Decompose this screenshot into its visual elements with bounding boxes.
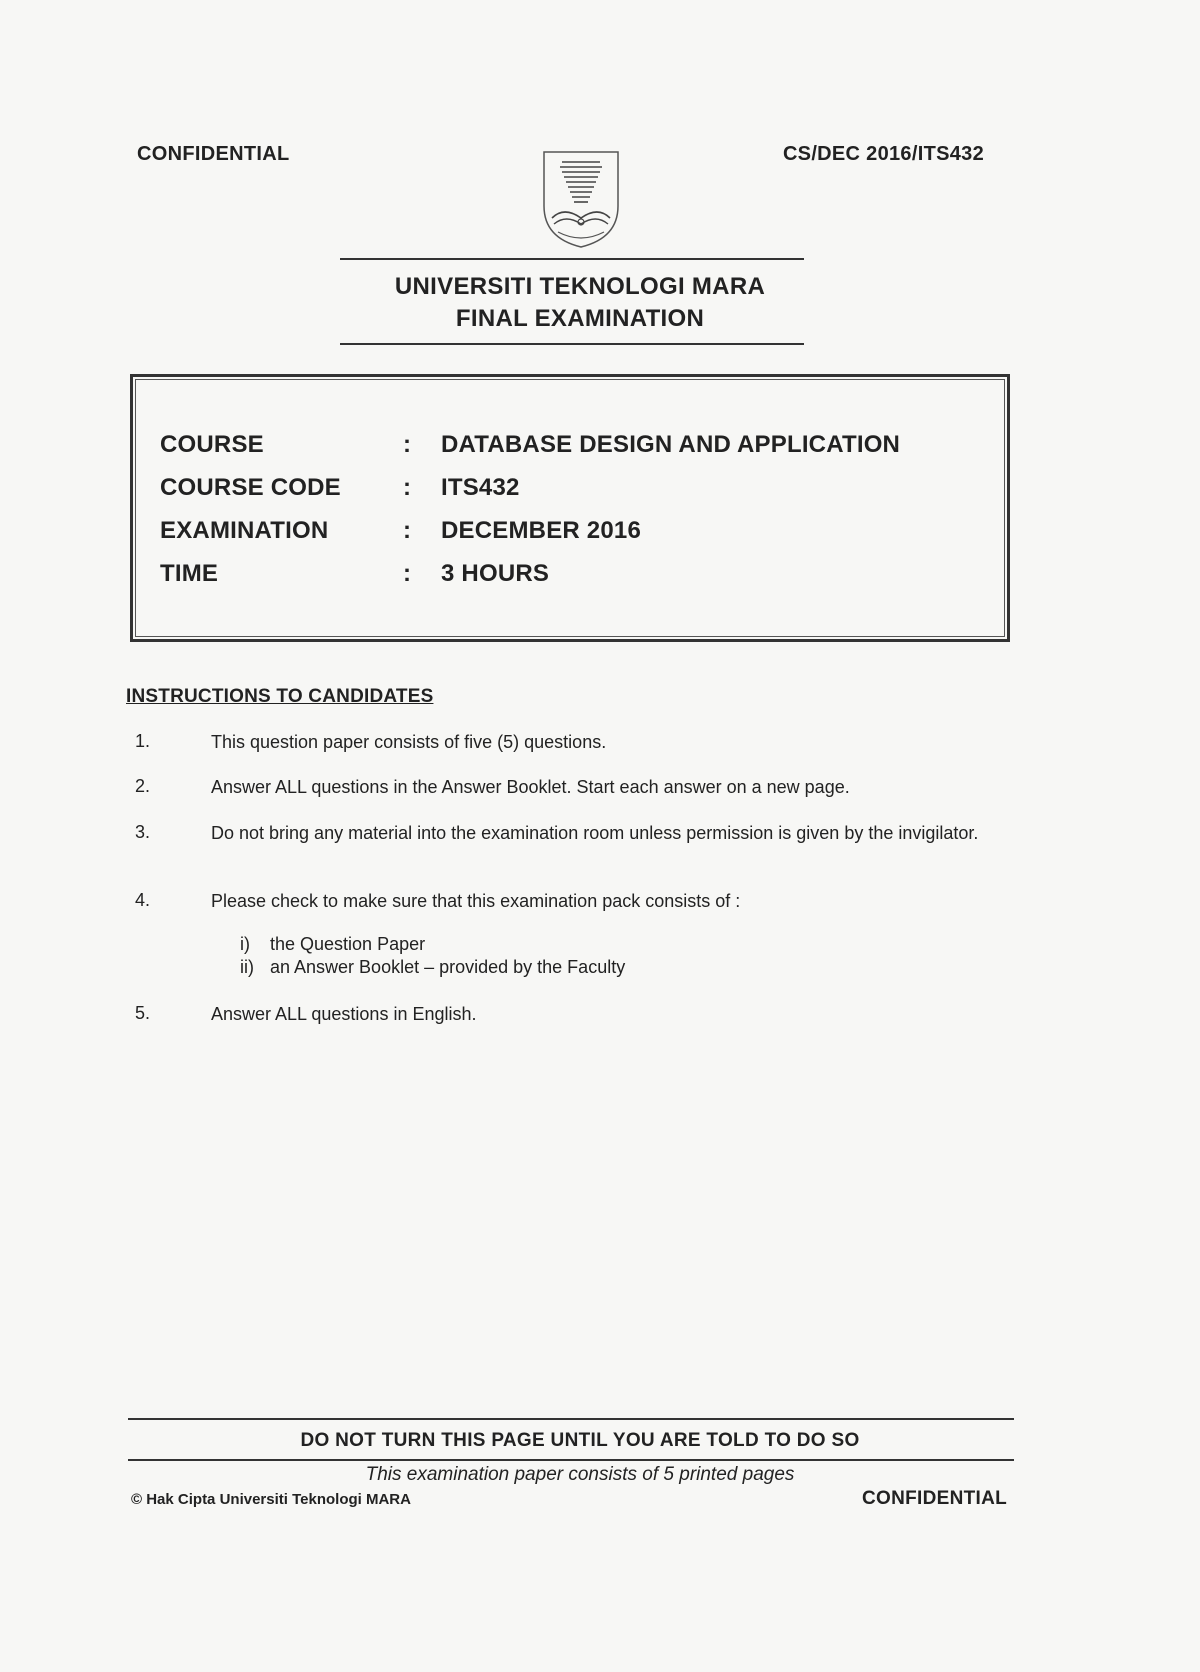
exam-type-title: FINAL EXAMINATION — [455, 305, 705, 332]
instructions-heading: INSTRUCTIONS TO CANDIDATES — [126, 686, 434, 707]
footer-rule-top — [128, 1418, 1014, 1420]
printed-pages-note: This examination paper consists of 5 printed pages — [365, 1464, 795, 1485]
course-code-value: ITS432 — [441, 474, 520, 501]
course-colon: : — [403, 431, 412, 458]
university-crest-icon — [540, 148, 622, 250]
time-colon: : — [403, 560, 412, 587]
instruction-number: 2. — [135, 776, 151, 796]
course-code-colon: : — [403, 474, 412, 501]
instruction-text: Answer ALL questions in the Answer Booklet. Start each answer on a new page. — [211, 777, 850, 797]
subitem-number: ii) — [240, 957, 254, 977]
do-not-turn-warning: DO NOT TURN THIS PAGE UNTIL YOU ARE TOLD TO DO SO — [300, 1430, 860, 1451]
instruction-number: 3. — [135, 822, 151, 842]
title-rule-bottom — [340, 343, 804, 345]
footer-rule-bottom — [128, 1459, 1014, 1461]
subitem-text: the Question Paper — [270, 934, 426, 954]
footer-confidential-label: CONFIDENTIAL — [862, 1488, 1008, 1509]
time-label: TIME — [160, 560, 219, 587]
instruction-text: Answer ALL questions in English. — [211, 1004, 477, 1024]
course-code-label: COURSE CODE — [160, 474, 341, 501]
header-confidential-label: CONFIDENTIAL — [137, 143, 290, 165]
course-label: COURSE — [160, 431, 264, 458]
instruction-number: 1. — [135, 731, 151, 751]
instruction-text: Do not bring any material into the examination room unless permission is given by the invigilator. — [211, 823, 979, 843]
course-info-box — [130, 374, 1010, 642]
copyright-notice: © Hak Cipta Universiti Teknologi MARA — [131, 1491, 411, 1508]
instruction-number: 4. — [135, 890, 151, 910]
time-value: 3 HOURS — [441, 560, 550, 587]
course-value: DATABASE DESIGN AND APPLICATION — [441, 431, 901, 458]
examination-colon: : — [403, 517, 412, 544]
paper-reference-code: CS/DEC 2016/ITS432 — [782, 143, 984, 165]
examination-value: DECEMBER 2016 — [441, 517, 642, 544]
university-title: UNIVERSITI TEKNOLOGI MARA — [394, 273, 766, 300]
subitem-number: i) — [240, 934, 250, 954]
examination-label: EXAMINATION — [160, 517, 329, 544]
instruction-number: 5. — [135, 1003, 151, 1023]
instruction-text: This question paper consists of five (5) questions. — [211, 732, 607, 752]
subitem-text: an Answer Booklet – provided by the Faculty — [270, 957, 626, 977]
title-rule-top — [340, 258, 804, 260]
instruction-text: Please check to make sure that this examination pack consists of : — [211, 891, 741, 911]
